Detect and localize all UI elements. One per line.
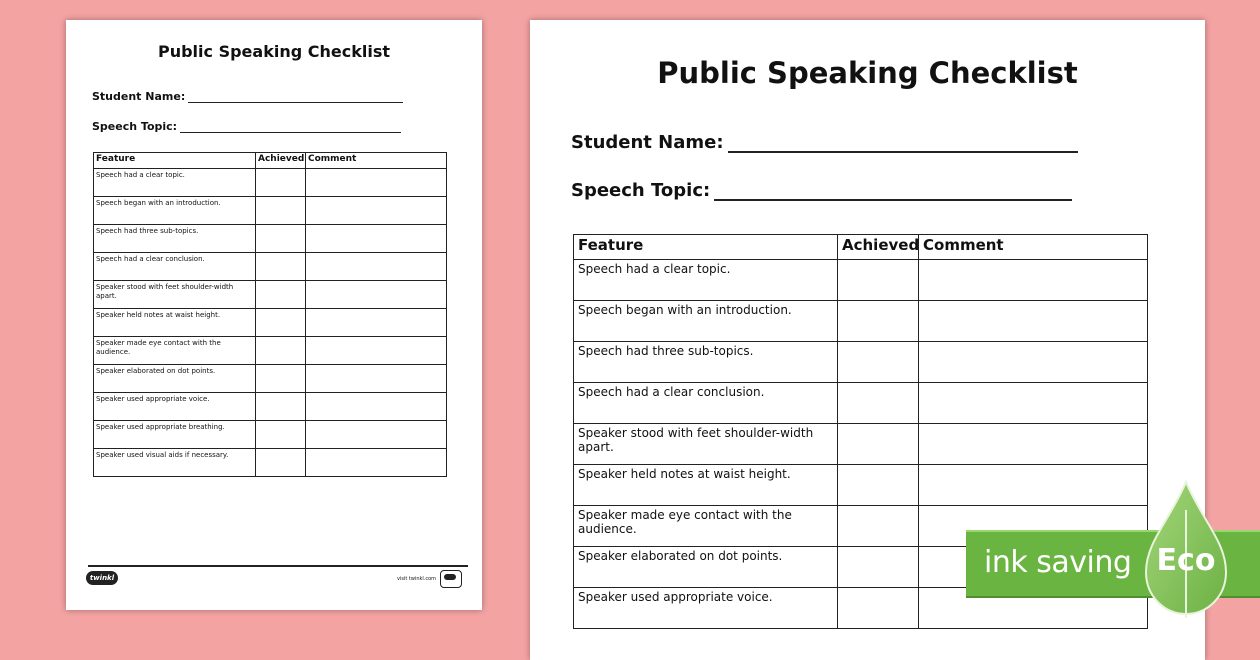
achieved-cell: [256, 393, 306, 421]
twinkl-logo: twinkl: [86, 571, 118, 585]
feature-cell: Speaker elaborated on dot points.: [94, 365, 256, 393]
achieved-cell: [838, 383, 919, 424]
achieved-cell: [256, 449, 306, 477]
page-title: Public Speaking Checklist: [157, 42, 390, 61]
table-row: [94, 169, 447, 197]
visit-link-text: visit twinkl.com: [397, 576, 437, 582]
feature-cell: Speaker stood with feet shoulder-width apart.: [94, 281, 256, 309]
header-achieved: Achieved: [256, 153, 306, 169]
feature-cell: Speaker held notes at waist height.: [574, 465, 838, 506]
speech-topic-line-large: [714, 183, 1072, 201]
achieved-cell: [256, 197, 306, 225]
speech-topic-label-large: Speech Topic:: [571, 180, 711, 201]
feature-cell: Speech began with an introduction.: [574, 301, 838, 342]
table-row: [574, 260, 1148, 301]
student-name-field: [92, 90, 403, 103]
page-title-large: Public Speaking Checklist: [657, 56, 1078, 90]
feature-cell: Speaker made eye contact with the audience.: [94, 337, 256, 365]
feature-cell: Speech had a clear conclusion.: [574, 383, 838, 424]
achieved-cell: [256, 337, 306, 365]
student-name-label-large: Student Name:: [571, 132, 724, 153]
table-row: [574, 301, 1148, 342]
header-comment: Comment: [306, 153, 447, 169]
worksheet-thumbnail: [66, 20, 482, 610]
table-row: [94, 337, 447, 365]
achieved-cell: [838, 260, 919, 301]
checklist-table: [93, 152, 447, 477]
table-row: [574, 465, 1148, 506]
achieved-cell: [256, 309, 306, 337]
table-row: [94, 309, 447, 337]
feature-cell: Speech had three sub-topics.: [94, 225, 256, 253]
comment-cell: [306, 197, 447, 225]
feature-cell: Speaker used appropriate voice.: [574, 588, 838, 629]
achieved-cell: [838, 424, 919, 465]
student-name-label: Student Name:: [92, 90, 186, 103]
table-row: [94, 281, 447, 309]
header-achieved: Achieved: [838, 235, 919, 260]
comment-cell: [919, 260, 1148, 301]
table-row: [94, 393, 447, 421]
eco-label: Eco: [1156, 543, 1216, 578]
comment-cell: [919, 301, 1148, 342]
achieved-cell: [838, 465, 919, 506]
student-name-field-large: [571, 132, 1078, 153]
feature-cell: Speaker held notes at waist height.: [94, 309, 256, 337]
achieved-cell: [256, 281, 306, 309]
achieved-cell: [256, 365, 306, 393]
header-feature: Feature: [574, 235, 838, 260]
feature-cell: Speaker made eye contact with the audience.: [574, 506, 838, 547]
achieved-cell: [838, 547, 919, 588]
feature-cell: Speech had a clear topic.: [574, 260, 838, 301]
comment-cell: [919, 424, 1148, 465]
achieved-cell: [838, 588, 919, 629]
feature-cell: Speaker elaborated on dot points.: [574, 547, 838, 588]
comment-cell: [306, 281, 447, 309]
table-row: [94, 421, 447, 449]
comment-cell: [306, 449, 447, 477]
comment-cell: [306, 337, 447, 365]
table-row: [94, 197, 447, 225]
speech-topic-field: [92, 120, 401, 133]
comment-cell: [306, 365, 447, 393]
comment-cell: [306, 253, 447, 281]
feature-cell: Speech had three sub-topics.: [574, 342, 838, 383]
achieved-cell: [838, 506, 919, 547]
comment-cell: [306, 393, 447, 421]
comment-cell: [306, 169, 447, 197]
comment-cell: [306, 225, 447, 253]
table-row: [94, 253, 447, 281]
table-header-row: [574, 235, 1148, 260]
table-row: [574, 383, 1148, 424]
comment-cell: [919, 342, 1148, 383]
table-row: [94, 365, 447, 393]
feature-cell: Speech had a clear topic.: [94, 169, 256, 197]
achieved-cell: [256, 421, 306, 449]
table-row: [574, 342, 1148, 383]
badge-icon: [440, 570, 462, 588]
feature-cell: Speech had a clear conclusion.: [94, 253, 256, 281]
student-name-line: [188, 92, 403, 103]
achieved-cell: [256, 253, 306, 281]
footer-divider: [88, 565, 468, 567]
feature-cell: Speaker used appropriate voice.: [94, 393, 256, 421]
feature-cell: Speech began with an introduction.: [94, 197, 256, 225]
comment-cell: [919, 465, 1148, 506]
speech-topic-line: [180, 122, 401, 133]
achieved-cell: [838, 342, 919, 383]
student-name-line-large: [728, 135, 1078, 153]
achieved-cell: [838, 301, 919, 342]
table-row: [94, 225, 447, 253]
comment-cell: [306, 309, 447, 337]
achieved-cell: [256, 225, 306, 253]
table-header-row: [94, 153, 447, 169]
achieved-cell: [256, 169, 306, 197]
header-feature: Feature: [94, 153, 256, 169]
speech-topic-label: Speech Topic:: [92, 120, 178, 133]
feature-cell: Speaker stood with feet shoulder-width apart.: [574, 424, 838, 465]
table-row: [574, 424, 1148, 465]
eco-drop-badge: [1142, 480, 1230, 620]
comment-cell: [306, 421, 447, 449]
ink-saving-label: ink saving: [984, 545, 1132, 580]
header-comment: Comment: [919, 235, 1148, 260]
comment-cell: [919, 383, 1148, 424]
table-row: [94, 449, 447, 477]
feature-cell: Speaker used appropriate breathing.: [94, 421, 256, 449]
speech-topic-field-large: [571, 180, 1072, 201]
feature-cell: Speaker used visual aids if necessary.: [94, 449, 256, 477]
